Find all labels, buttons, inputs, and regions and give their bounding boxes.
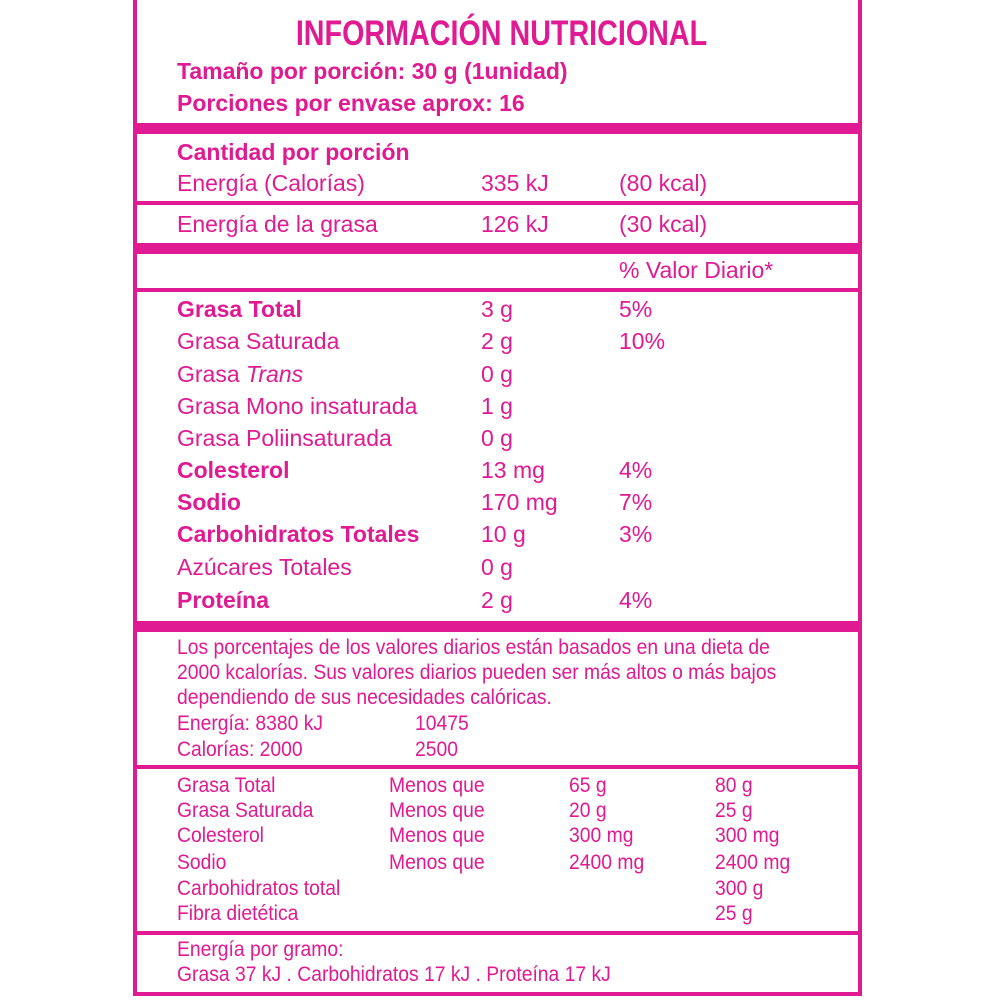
reference-nutrient: Sodio (177, 851, 227, 874)
nutrient-label: Grasa Total (177, 296, 302, 322)
nutrition-facts-panel (133, 0, 862, 996)
panel-title: INFORMACIÓN NUTRICIONAL (295, 14, 708, 53)
footnote-line: Los porcentajes de los valores diarios están basados en una dieta de (177, 636, 770, 659)
reference-2000: 300 mg (569, 824, 634, 847)
nutrient-dv: 4% (619, 457, 653, 483)
reference-row (137, 902, 858, 928)
servings-per-container: Porciones por envase aprox: 16 (177, 90, 525, 116)
nutrient-label: Sodio (177, 489, 241, 515)
nutrient-label: Colesterol (177, 457, 290, 483)
nutrient-amount: 1 g (481, 393, 513, 419)
nutrient-dv: 4% (619, 587, 653, 613)
nutrient-row (137, 521, 858, 553)
nutrient-row (137, 425, 858, 457)
nutrient-label: Grasa Poliinsaturada (177, 425, 392, 451)
nutrient-label (177, 361, 303, 388)
nutrient-row (137, 554, 858, 586)
amount-per-serving: Cantidad por porción (177, 139, 410, 165)
reference-2500: 300 mg (715, 824, 780, 847)
energy-per-gram-values: Grasa 37 kJ . Carbohidratos 17 kJ . Proteína 17 kJ (177, 963, 611, 986)
nutrient-label: Carbohidratos Totales (177, 521, 420, 547)
thick-divider (137, 621, 858, 632)
footnote-line: dependiendo de sus necesidades calóricas. (177, 686, 552, 709)
footnote-energy-label: Energía: 8380 kJ (177, 712, 324, 735)
serving-size: Tamaño por porción: 30 g (1unidad) (177, 58, 568, 84)
nutrient-amount: 2 g (481, 587, 513, 613)
nutrient-label-prefix: Grasa (177, 361, 247, 387)
footnote-calories-label: Calorías: 2000 (177, 738, 303, 761)
thick-divider (137, 243, 858, 254)
nutrient-dv: 7% (619, 489, 653, 515)
dv-header: % Valor Diario* (619, 257, 774, 283)
nutrient-amount: 0 g (481, 554, 513, 580)
reference-row (137, 799, 858, 825)
energy-kcal: (80 kcal) (619, 170, 708, 196)
footnote-calories-alt: 2500 (415, 738, 458, 761)
fat-energy-kj: 126 kJ (481, 211, 549, 237)
reference-nutrient: Carbohidratos total (177, 877, 341, 900)
nutrient-row (137, 296, 858, 328)
reference-2000: 2400 mg (569, 851, 645, 874)
nutrient-row (137, 393, 858, 425)
nutrient-row (137, 361, 858, 393)
nutrient-amount: 0 g (481, 361, 513, 387)
reference-nutrient: Grasa Total (177, 774, 276, 797)
reference-qualifier: Menos que (389, 851, 485, 874)
reference-qualifier: Menos que (389, 799, 485, 822)
reference-2500: 300 g (715, 877, 764, 900)
reference-row (137, 851, 858, 877)
nutrient-row (137, 587, 858, 619)
reference-2500: 25 g (715, 902, 753, 925)
divider (137, 201, 858, 205)
nutrient-dv: 10% (619, 328, 666, 354)
reference-2000: 65 g (569, 774, 607, 797)
fat-energy-row (137, 211, 858, 243)
energy-kj: 335 kJ (481, 170, 549, 196)
nutrient-label: Grasa Mono insaturada (177, 393, 418, 419)
nutrient-dv: 5% (619, 296, 653, 322)
nutrient-row (137, 328, 858, 360)
footnote-energy-alt: 10475 (415, 712, 469, 735)
reference-2500: 2400 mg (715, 851, 791, 874)
reference-row (137, 877, 858, 903)
reference-2000: 20 g (569, 799, 607, 822)
reference-qualifier: Menos que (389, 824, 485, 847)
nutrient-label: Proteína (177, 587, 270, 613)
reference-row (137, 824, 858, 850)
reference-nutrient: Colesterol (177, 824, 264, 847)
nutrient-amount: 13 mg (481, 457, 545, 483)
reference-2500: 80 g (715, 774, 753, 797)
nutrient-amount: 2 g (481, 328, 513, 354)
footnote-line: 2000 kcalorías. Sus valores diarios pueden ser más altos o más bajos (177, 661, 777, 684)
energy-row (137, 170, 858, 202)
nutrient-row (137, 457, 858, 489)
nutrient-dv: 3% (619, 521, 653, 547)
reference-nutrient: Grasa Saturada (177, 799, 314, 822)
nutrient-label: Azúcares Totales (177, 554, 352, 580)
nutrient-amount: 10 g (481, 521, 526, 547)
nutrient-amount: 0 g (481, 425, 513, 451)
nutrient-label-italic: Trans (246, 361, 304, 387)
divider (137, 765, 858, 769)
nutrient-label: Grasa Saturada (177, 328, 340, 354)
nutrient-amount: 170 mg (481, 489, 558, 515)
energy-label: Energía (Calorías) (177, 170, 365, 196)
reference-qualifier: Menos que (389, 774, 485, 797)
energy-per-gram-heading: Energía por gramo: (177, 938, 344, 961)
reference-row (137, 774, 858, 800)
reference-2500: 25 g (715, 799, 753, 822)
thick-divider (137, 123, 858, 134)
nutrient-amount: 3 g (481, 296, 513, 322)
dv-header-row (137, 257, 858, 289)
nutrient-row (137, 489, 858, 521)
reference-nutrient: Fibra dietética (177, 902, 299, 925)
divider (137, 288, 858, 292)
fat-energy-label: Energía de la grasa (177, 211, 378, 237)
fat-energy-kcal: (30 kcal) (619, 211, 708, 237)
divider (137, 931, 858, 935)
